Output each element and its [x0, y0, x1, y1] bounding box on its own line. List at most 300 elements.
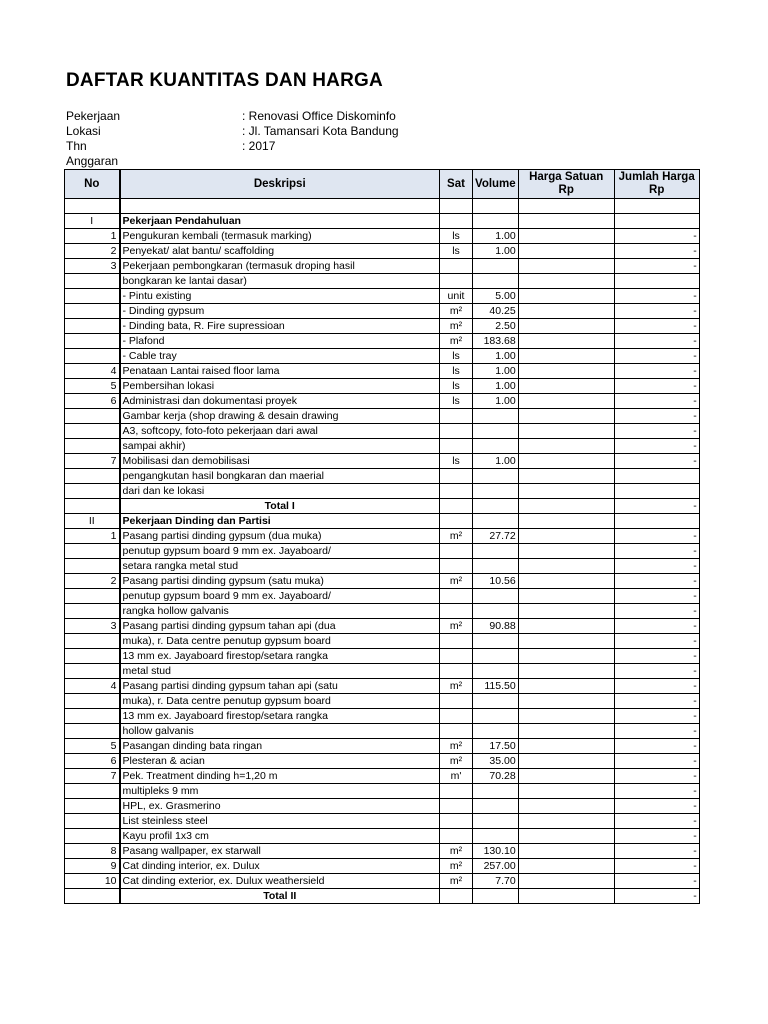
- cell-sat: m²: [440, 844, 473, 859]
- cell-harga-satuan: [518, 679, 614, 694]
- cell-jumlah-harga: -: [614, 529, 699, 544]
- cell-harga-satuan: [518, 574, 614, 589]
- cell-sat: [440, 889, 473, 904]
- cell-volume: [473, 724, 519, 739]
- cell-harga-satuan: [518, 544, 614, 559]
- cell-deskripsi: sampai akhir): [120, 439, 440, 454]
- cell-sat: [440, 439, 473, 454]
- cell-harga-satuan: [518, 409, 614, 424]
- cell-harga-satuan: [518, 469, 614, 484]
- cell-no: 3: [65, 619, 120, 634]
- cell-sat: [440, 469, 473, 484]
- cell-sat: [440, 199, 473, 214]
- cell-no: [65, 334, 120, 349]
- cell-harga-satuan: [518, 874, 614, 889]
- cell-no: [65, 304, 120, 319]
- table-row: [65, 544, 700, 559]
- cell-sat: [440, 544, 473, 559]
- table-row: [65, 664, 700, 679]
- cell-jumlah-harga: -: [614, 259, 699, 274]
- header-jumlah-harga: [614, 170, 699, 199]
- total-row: [65, 889, 700, 904]
- cell-sat: [440, 409, 473, 424]
- cell-deskripsi: setara rangka metal stud: [120, 559, 440, 574]
- cell-no: 7: [65, 454, 120, 469]
- cell-jumlah-harga: -: [614, 664, 699, 679]
- table-row: [65, 844, 700, 859]
- meta-value: : Jl. Tamansari Kota Bandung: [242, 124, 399, 138]
- cell-no: [65, 664, 120, 679]
- cell-jumlah-harga: -: [614, 334, 699, 349]
- header-jumlah-harga-line1: Jumlah Harga: [618, 171, 695, 183]
- cell-no: [65, 649, 120, 664]
- document-title: DAFTAR KUANTITAS DAN HARGA: [66, 70, 383, 91]
- cell-harga-satuan: [518, 379, 614, 394]
- cell-deskripsi: muka), r. Data centre penutup gypsum board: [120, 634, 440, 649]
- cell-harga-satuan: [518, 244, 614, 259]
- cell-harga-satuan: [518, 664, 614, 679]
- cell-jumlah-harga: -: [614, 649, 699, 664]
- cell-jumlah-harga: -: [614, 889, 699, 904]
- table-row: [65, 529, 700, 544]
- cell-jumlah-harga: -: [614, 289, 699, 304]
- cell-no: [65, 274, 120, 289]
- header-sat: Sat: [440, 170, 473, 199]
- cell-harga-satuan: [518, 499, 614, 514]
- cell-no: [65, 199, 120, 214]
- cell-volume: [473, 829, 519, 844]
- cell-deskripsi: bongkaran ke lantai dasar): [120, 274, 440, 289]
- cell-jumlah-harga: -: [614, 619, 699, 634]
- cell-volume: 257.00: [473, 859, 519, 874]
- cell-jumlah-harga: -: [614, 739, 699, 754]
- meta-label: Lokasi: [66, 124, 101, 138]
- cell-harga-satuan: [518, 229, 614, 244]
- cell-deskripsi: A3, softcopy, foto-foto pekerjaan dari awal: [120, 424, 440, 439]
- cell-sat: m²: [440, 529, 473, 544]
- table-row: [65, 724, 700, 739]
- cell-deskripsi: - Pintu existing: [120, 289, 440, 304]
- cell-deskripsi: - Plafond: [120, 334, 440, 349]
- cell-jumlah-harga: -: [614, 454, 699, 469]
- cell-deskripsi: rangka hollow galvanis: [120, 604, 440, 619]
- cell-harga-satuan: [518, 289, 614, 304]
- cell-harga-satuan: [518, 784, 614, 799]
- cell-jumlah-harga: -: [614, 829, 699, 844]
- header-jumlah-harga-line2: Rp: [649, 184, 665, 196]
- table-row: [65, 619, 700, 634]
- table-row: [65, 319, 700, 334]
- cell-volume: [473, 259, 519, 274]
- meta-value: : 2017: [242, 139, 276, 153]
- cell-harga-satuan: [518, 829, 614, 844]
- cell-volume: [473, 799, 519, 814]
- cell-volume: 10.56: [473, 574, 519, 589]
- cell-deskripsi: pengangkutan hasil bongkaran dan maerial: [120, 469, 440, 484]
- cell-sat: [440, 649, 473, 664]
- cell-sat: [440, 484, 473, 499]
- cell-jumlah-harga: -: [614, 424, 699, 439]
- cell-sat: [440, 214, 473, 229]
- cell-deskripsi: Pekerjaan Pendahuluan: [120, 214, 440, 229]
- cell-no: [65, 349, 120, 364]
- header-harga-satuan-line2: Rp: [558, 184, 574, 196]
- cell-sat: [440, 559, 473, 574]
- cell-harga-satuan: [518, 649, 614, 664]
- table-row: [65, 274, 700, 289]
- cell-jumlah-harga: [614, 214, 699, 229]
- cell-jumlah-harga: -: [614, 589, 699, 604]
- table-row: [65, 304, 700, 319]
- cell-no: 9: [65, 859, 120, 874]
- table-row: [65, 289, 700, 304]
- spacer-row: [65, 199, 700, 214]
- cell-sat: ls: [440, 364, 473, 379]
- cell-harga-satuan: [518, 349, 614, 364]
- cell-sat: ls: [440, 379, 473, 394]
- cell-deskripsi: Pasang partisi dinding gypsum (satu muka): [120, 574, 440, 589]
- cell-jumlah-harga: -: [614, 634, 699, 649]
- cell-harga-satuan: [518, 274, 614, 289]
- cell-sat: ls: [440, 244, 473, 259]
- cell-sat: [440, 694, 473, 709]
- cell-jumlah-harga: [614, 199, 699, 214]
- cell-volume: [473, 484, 519, 499]
- cell-harga-satuan: [518, 424, 614, 439]
- cell-volume: 40.25: [473, 304, 519, 319]
- cell-harga-satuan: [518, 694, 614, 709]
- cell-sat: [440, 634, 473, 649]
- table-row: [65, 679, 700, 694]
- cell-deskripsi: hollow galvanis: [120, 724, 440, 739]
- header-deskripsi: Deskripsi: [120, 170, 440, 199]
- cell-harga-satuan: [518, 484, 614, 499]
- cell-no: [65, 784, 120, 799]
- cell-harga-satuan: [518, 259, 614, 274]
- cell-volume: [473, 274, 519, 289]
- cell-deskripsi: - Cable tray: [120, 349, 440, 364]
- cell-deskripsi: penutup gypsum board 9 mm ex. Jayaboard/: [120, 589, 440, 604]
- table-row: [65, 694, 700, 709]
- section-row: [65, 214, 700, 229]
- cell-no: [65, 424, 120, 439]
- cell-volume: [473, 889, 519, 904]
- cell-no: [65, 559, 120, 574]
- cell-sat: m²: [440, 679, 473, 694]
- cell-sat: m': [440, 769, 473, 784]
- cell-sat: [440, 604, 473, 619]
- cell-volume: [473, 409, 519, 424]
- cell-sat: [440, 499, 473, 514]
- cell-no: I: [65, 214, 120, 229]
- cell-volume: 17.50: [473, 739, 519, 754]
- cell-no: 10: [65, 874, 120, 889]
- table-row: [65, 469, 700, 484]
- cell-harga-satuan: [518, 334, 614, 349]
- cell-volume: [473, 559, 519, 574]
- section-row: [65, 514, 700, 529]
- table-row: [65, 574, 700, 589]
- cell-no: 6: [65, 394, 120, 409]
- cell-jumlah-harga: [614, 274, 699, 289]
- cell-sat: m²: [440, 619, 473, 634]
- cell-jumlah-harga: -: [614, 679, 699, 694]
- cell-volume: 70.28: [473, 769, 519, 784]
- cell-jumlah-harga: -: [614, 784, 699, 799]
- cell-sat: ls: [440, 454, 473, 469]
- cell-no: [65, 814, 120, 829]
- cell-harga-satuan: [518, 199, 614, 214]
- cell-no: 3: [65, 259, 120, 274]
- cell-volume: 1.00: [473, 244, 519, 259]
- cell-volume: [473, 604, 519, 619]
- table-row: [65, 259, 700, 274]
- cell-deskripsi: Kayu profil 1x3 cm: [120, 829, 440, 844]
- cell-sat: ls: [440, 349, 473, 364]
- cell-volume: [473, 199, 519, 214]
- cell-volume: [473, 439, 519, 454]
- cell-jumlah-harga: [614, 514, 699, 529]
- table-row: [65, 829, 700, 844]
- cell-deskripsi: Pembersihan lokasi: [120, 379, 440, 394]
- cell-jumlah-harga: -: [614, 409, 699, 424]
- cell-no: 7: [65, 769, 120, 784]
- cell-volume: 35.00: [473, 754, 519, 769]
- cell-jumlah-harga: -: [614, 229, 699, 244]
- cell-deskripsi: Cat dinding interior, ex. Dulux: [120, 859, 440, 874]
- cell-sat: [440, 814, 473, 829]
- cell-deskripsi: metal stud: [120, 664, 440, 679]
- cell-deskripsi: Pengukuran kembali (termasuk marking): [120, 229, 440, 244]
- cell-sat: m²: [440, 304, 473, 319]
- cell-jumlah-harga: -: [614, 799, 699, 814]
- table-row: [65, 364, 700, 379]
- cell-harga-satuan: [518, 619, 614, 634]
- cell-jumlah-harga: -: [614, 304, 699, 319]
- cell-harga-satuan: [518, 559, 614, 574]
- cell-deskripsi: Cat dinding exterior, ex. Dulux weathersield: [120, 874, 440, 889]
- cell-harga-satuan: [518, 709, 614, 724]
- cell-deskripsi: List steinless steel: [120, 814, 440, 829]
- cell-no: [65, 889, 120, 904]
- cell-no: 1: [65, 229, 120, 244]
- table-body: [65, 199, 700, 904]
- cell-sat: [440, 424, 473, 439]
- cell-jumlah-harga: -: [614, 244, 699, 259]
- table-row: [65, 439, 700, 454]
- cell-volume: [473, 514, 519, 529]
- quantity-price-table: [64, 169, 700, 904]
- cell-deskripsi: Mobilisasi dan demobilisasi: [120, 454, 440, 469]
- cell-sat: m²: [440, 754, 473, 769]
- cell-jumlah-harga: -: [614, 694, 699, 709]
- cell-harga-satuan: [518, 859, 614, 874]
- cell-deskripsi: dari dan ke lokasi: [120, 484, 440, 499]
- table-row: [65, 634, 700, 649]
- cell-volume: 1.00: [473, 454, 519, 469]
- cell-jumlah-harga: [614, 484, 699, 499]
- cell-harga-satuan: [518, 364, 614, 379]
- cell-volume: [473, 649, 519, 664]
- cell-sat: m²: [440, 574, 473, 589]
- cell-no: [65, 709, 120, 724]
- table-row: [65, 379, 700, 394]
- cell-harga-satuan: [518, 724, 614, 739]
- cell-deskripsi: penutup gypsum board 9 mm ex. Jayaboard/: [120, 544, 440, 559]
- cell-no: [65, 634, 120, 649]
- cell-volume: [473, 469, 519, 484]
- cell-sat: [440, 259, 473, 274]
- cell-volume: 2.50: [473, 319, 519, 334]
- cell-jumlah-harga: -: [614, 499, 699, 514]
- cell-no: [65, 589, 120, 604]
- cell-jumlah-harga: -: [614, 769, 699, 784]
- cell-jumlah-harga: -: [614, 439, 699, 454]
- cell-no: 4: [65, 679, 120, 694]
- cell-volume: 115.50: [473, 679, 519, 694]
- cell-volume: 1.00: [473, 229, 519, 244]
- cell-no: 1: [65, 529, 120, 544]
- table-row: [65, 874, 700, 889]
- meta-label: Thn Anggaran: [66, 139, 119, 168]
- cell-volume: 1.00: [473, 349, 519, 364]
- header-harga-satuan-line1: Harga Satuan: [529, 171, 604, 183]
- table-row: [65, 784, 700, 799]
- cell-volume: 130.10: [473, 844, 519, 859]
- cell-jumlah-harga: -: [614, 319, 699, 334]
- cell-no: 2: [65, 574, 120, 589]
- table-header-row: [65, 170, 700, 199]
- cell-no: 2: [65, 244, 120, 259]
- cell-sat: [440, 799, 473, 814]
- cell-sat: [440, 829, 473, 844]
- cell-deskripsi: - Dinding bata, R. Fire supressioan: [120, 319, 440, 334]
- cell-deskripsi: Penyekat/ alat bantu/ scaffolding: [120, 244, 440, 259]
- cell-harga-satuan: [518, 214, 614, 229]
- cell-volume: [473, 424, 519, 439]
- cell-no: 5: [65, 739, 120, 754]
- cell-deskripsi: [120, 199, 440, 214]
- cell-harga-satuan: [518, 589, 614, 604]
- cell-jumlah-harga: -: [614, 349, 699, 364]
- cell-harga-satuan: [518, 454, 614, 469]
- cell-sat: m²: [440, 739, 473, 754]
- cell-no: [65, 829, 120, 844]
- cell-no: II: [65, 514, 120, 529]
- cell-harga-satuan: [518, 769, 614, 784]
- cell-deskripsi: Pekerjaan pembongkaran (termasuk droping hasil: [120, 259, 440, 274]
- cell-sat: m²: [440, 319, 473, 334]
- cell-jumlah-harga: -: [614, 814, 699, 829]
- cell-deskripsi: Pasang partisi dinding gypsum tahan api (satu: [120, 679, 440, 694]
- meta-label: Pekerjaan: [66, 109, 121, 123]
- table-row: [65, 799, 700, 814]
- cell-no: 5: [65, 379, 120, 394]
- table-row: [65, 589, 700, 604]
- table-row: [65, 484, 700, 499]
- cell-no: 8: [65, 844, 120, 859]
- table-row: [65, 334, 700, 349]
- cell-no: [65, 604, 120, 619]
- cell-deskripsi: 13 mm ex. Jayaboard firestop/setara rangka: [120, 709, 440, 724]
- cell-harga-satuan: [518, 889, 614, 904]
- cell-volume: [473, 544, 519, 559]
- header-volume: Volume: [473, 170, 519, 199]
- cell-harga-satuan: [518, 754, 614, 769]
- cell-deskripsi: Total I: [120, 499, 440, 514]
- cell-no: [65, 319, 120, 334]
- cell-harga-satuan: [518, 304, 614, 319]
- cell-volume: 1.00: [473, 394, 519, 409]
- cell-jumlah-harga: -: [614, 559, 699, 574]
- cell-sat: m²: [440, 334, 473, 349]
- cell-deskripsi: Pasangan dinding bata ringan: [120, 739, 440, 754]
- cell-deskripsi: Pek. Treatment dinding h=1,20 m: [120, 769, 440, 784]
- cell-deskripsi: Pekerjaan Dinding dan Partisi: [120, 514, 440, 529]
- cell-harga-satuan: [518, 814, 614, 829]
- table-row: [65, 769, 700, 784]
- table-row: [65, 244, 700, 259]
- cell-sat: m²: [440, 859, 473, 874]
- cell-jumlah-harga: -: [614, 844, 699, 859]
- cell-volume: 90.88: [473, 619, 519, 634]
- cell-jumlah-harga: -: [614, 754, 699, 769]
- cell-harga-satuan: [518, 394, 614, 409]
- cell-jumlah-harga: -: [614, 394, 699, 409]
- cell-deskripsi: muka), r. Data centre penutup gypsum board: [120, 694, 440, 709]
- cell-deskripsi: HPL, ex. Grasmerino: [120, 799, 440, 814]
- cell-volume: [473, 634, 519, 649]
- cell-no: [65, 484, 120, 499]
- cell-deskripsi: Penataan Lantai raised floor lama: [120, 364, 440, 379]
- cell-deskripsi: Pasang partisi dinding gypsum tahan api (dua: [120, 619, 440, 634]
- table-row: [65, 349, 700, 364]
- table-row: [65, 604, 700, 619]
- cell-jumlah-harga: -: [614, 574, 699, 589]
- cell-jumlah-harga: -: [614, 604, 699, 619]
- cell-volume: 27.72: [473, 529, 519, 544]
- total-row: [65, 499, 700, 514]
- cell-no: 6: [65, 754, 120, 769]
- cell-volume: [473, 814, 519, 829]
- table-row: [65, 754, 700, 769]
- meta-value: : Renovasi Office Diskominfo: [242, 109, 396, 123]
- cell-deskripsi: 13 mm ex. Jayaboard firestop/setara rangka: [120, 649, 440, 664]
- table-row: [65, 709, 700, 724]
- table-row: [65, 229, 700, 244]
- cell-harga-satuan: [518, 739, 614, 754]
- cell-volume: [473, 214, 519, 229]
- cell-volume: [473, 499, 519, 514]
- cell-jumlah-harga: -: [614, 379, 699, 394]
- cell-harga-satuan: [518, 514, 614, 529]
- cell-volume: [473, 709, 519, 724]
- cell-no: [65, 289, 120, 304]
- header-no: No: [65, 170, 120, 199]
- cell-sat: [440, 784, 473, 799]
- cell-jumlah-harga: -: [614, 859, 699, 874]
- cell-volume: [473, 694, 519, 709]
- cell-sat: ls: [440, 229, 473, 244]
- cell-no: 4: [65, 364, 120, 379]
- cell-jumlah-harga: -: [614, 874, 699, 889]
- cell-harga-satuan: [518, 529, 614, 544]
- cell-volume: 1.00: [473, 379, 519, 394]
- cell-sat: [440, 589, 473, 604]
- cell-jumlah-harga: -: [614, 709, 699, 724]
- cell-deskripsi: multipleks 9 mm: [120, 784, 440, 799]
- cell-volume: 183.68: [473, 334, 519, 349]
